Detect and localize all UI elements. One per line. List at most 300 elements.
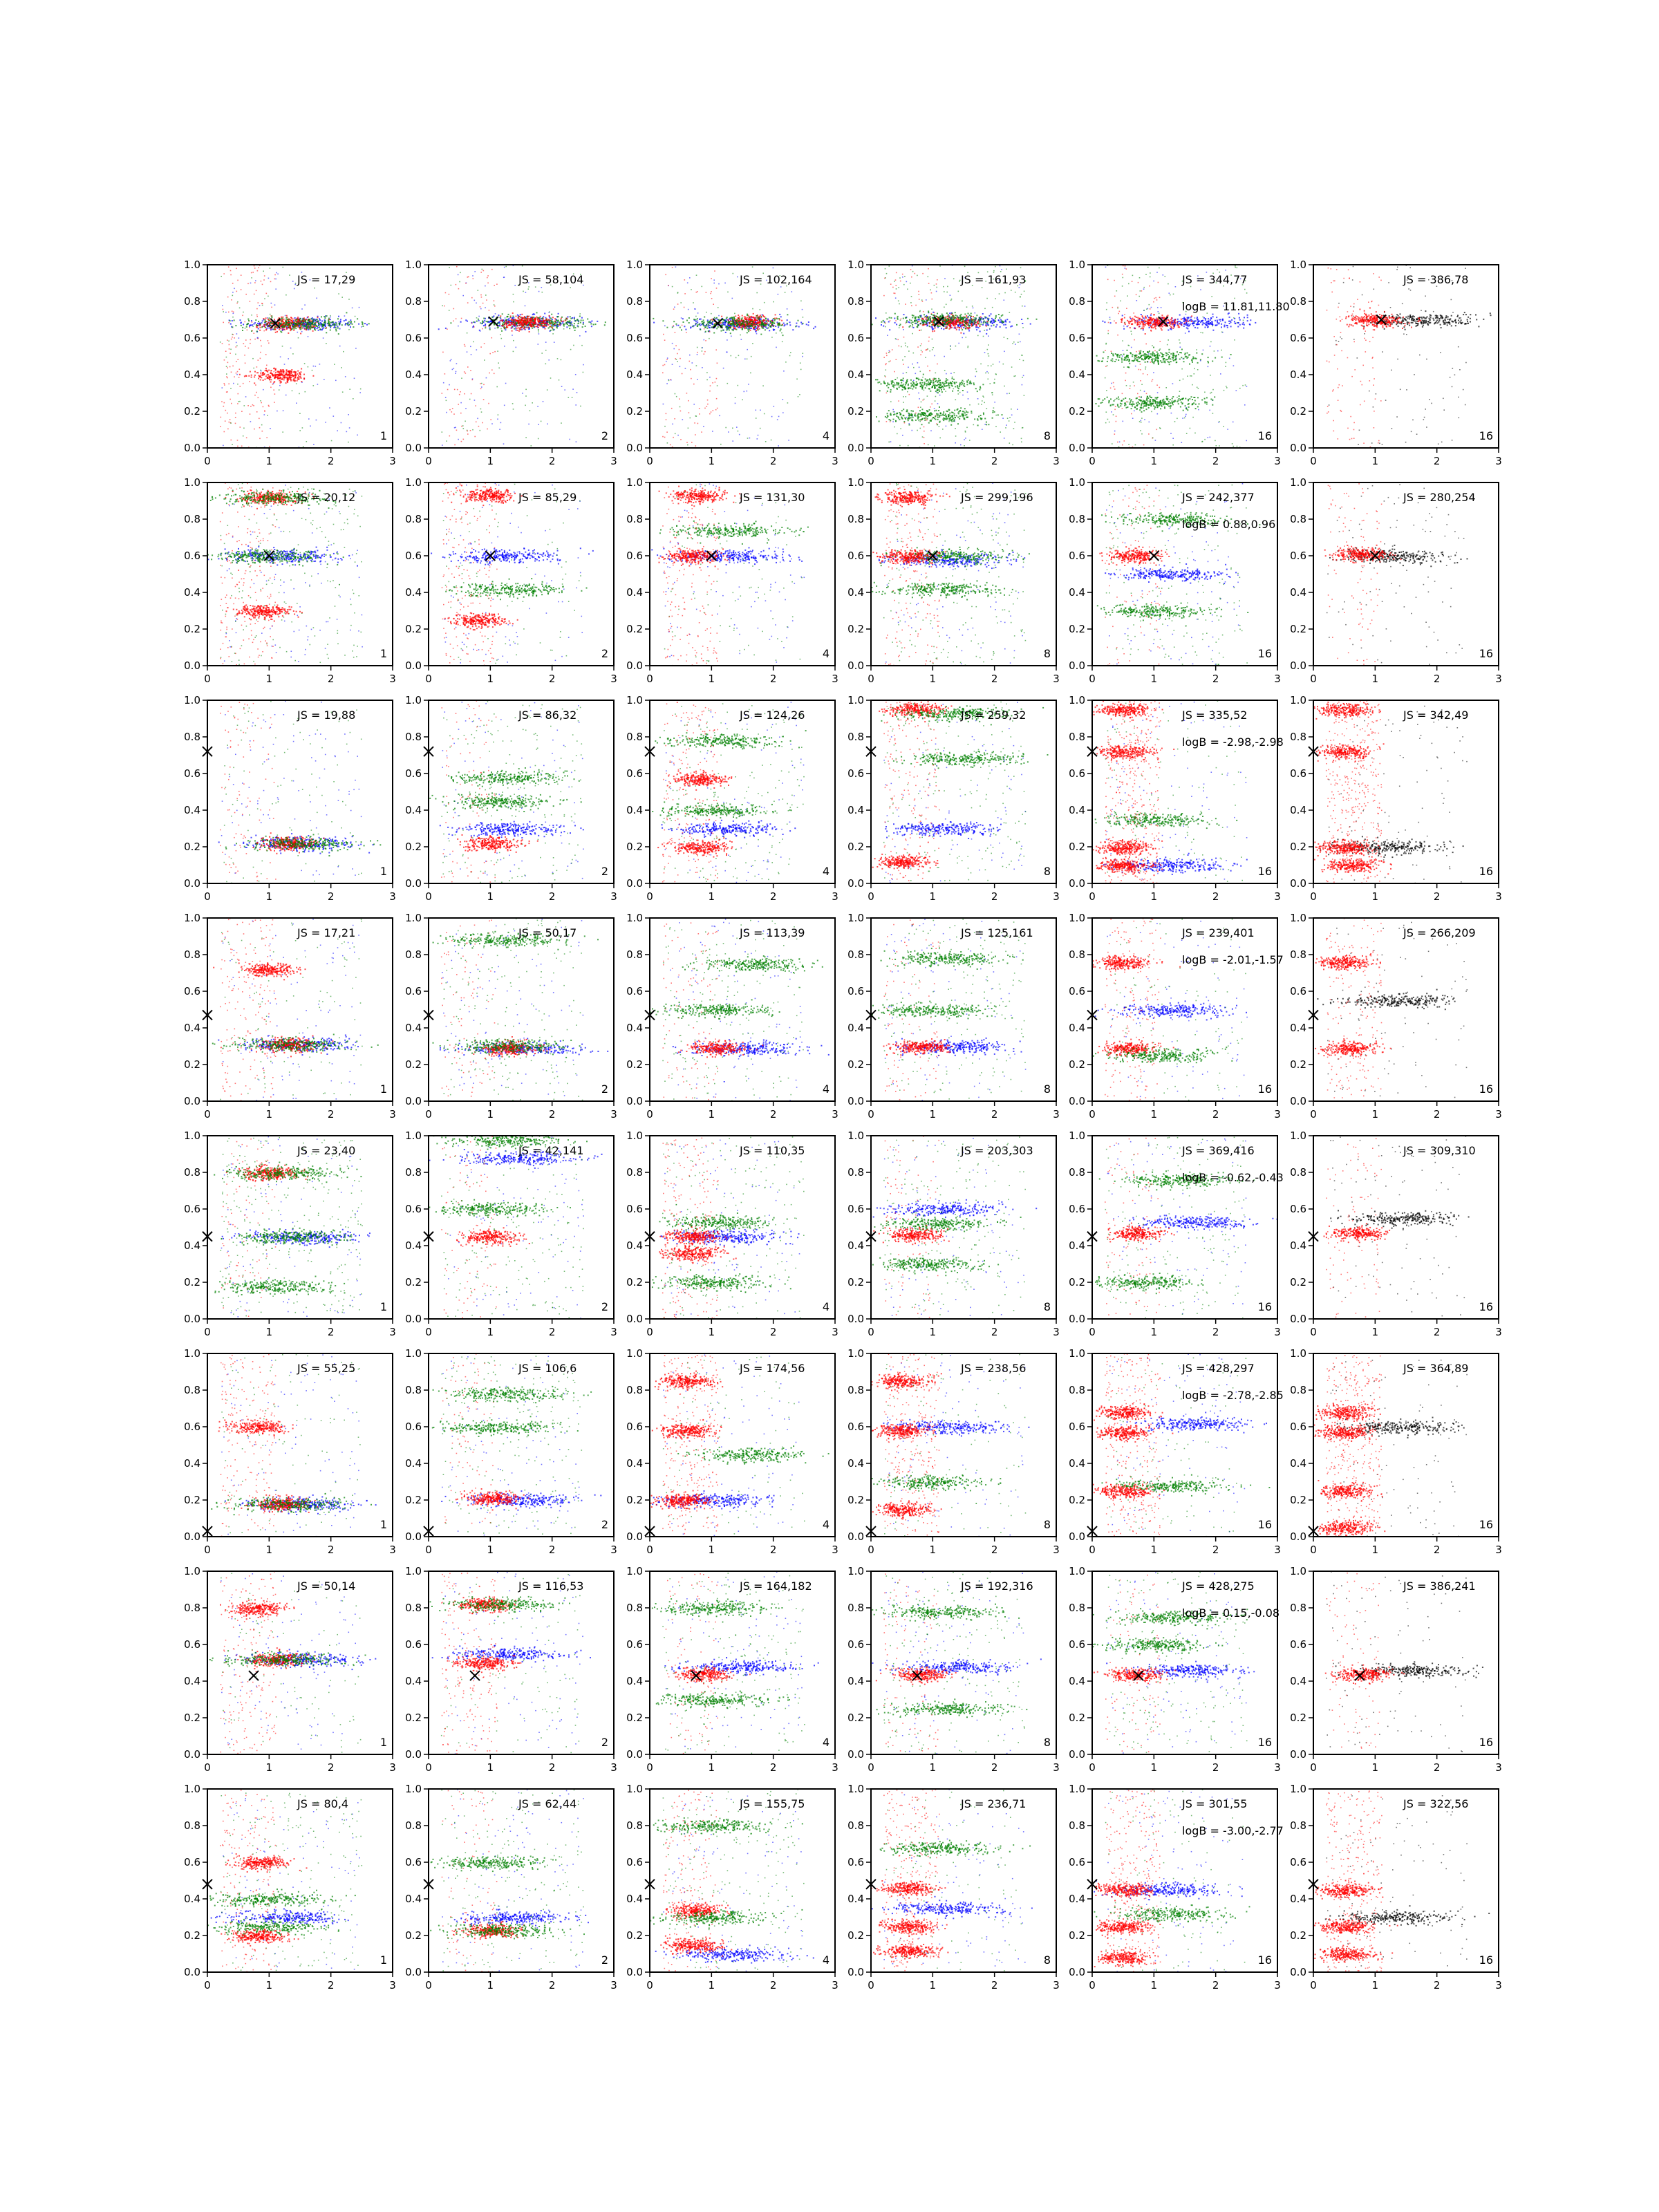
scatter-point bbox=[350, 326, 351, 328]
scatter-point bbox=[695, 308, 696, 310]
scatter-point bbox=[583, 322, 584, 324]
scatter-point bbox=[453, 321, 454, 322]
scatter-point bbox=[929, 350, 930, 352]
scatter-point bbox=[350, 319, 351, 321]
scatter-point bbox=[937, 325, 938, 326]
scatter-point bbox=[920, 317, 921, 318]
scatter-point bbox=[270, 315, 272, 317]
scatter-point bbox=[574, 327, 576, 328]
scatter-point bbox=[561, 422, 562, 424]
scatter-point bbox=[501, 338, 503, 339]
scatter-point bbox=[283, 319, 285, 320]
y-tick-label: 0.2 bbox=[626, 405, 643, 418]
scatter-point bbox=[516, 347, 517, 348]
scatter-point bbox=[455, 427, 456, 429]
scatter-point bbox=[561, 318, 562, 319]
scatter-point bbox=[676, 396, 677, 397]
scatter-point bbox=[295, 283, 297, 284]
scatter-point bbox=[1004, 386, 1005, 387]
scatter-point bbox=[244, 375, 245, 377]
scatter-point bbox=[1004, 351, 1005, 353]
scatter-point bbox=[236, 373, 237, 374]
scatter-point bbox=[761, 320, 762, 321]
cluster-red bbox=[221, 268, 315, 449]
scatter-point bbox=[946, 328, 948, 329]
scatter-point bbox=[700, 329, 701, 330]
scatter-point bbox=[221, 417, 222, 418]
scatter-point bbox=[258, 397, 259, 399]
scatter-point bbox=[707, 400, 709, 401]
scatter-point bbox=[718, 319, 720, 321]
scatter-point bbox=[662, 320, 664, 321]
scatter-point bbox=[968, 346, 969, 347]
scatter-point bbox=[742, 315, 743, 317]
scatter-point bbox=[255, 319, 256, 321]
scatter-point bbox=[937, 382, 938, 383]
scatter-point bbox=[955, 322, 957, 324]
scatter-point bbox=[447, 328, 448, 330]
scatter-point bbox=[667, 357, 668, 359]
scatter-point bbox=[546, 318, 547, 319]
scatter-point bbox=[265, 375, 267, 377]
scatter-point bbox=[524, 317, 525, 319]
scatter-point bbox=[301, 377, 302, 379]
scatter-point bbox=[244, 355, 245, 356]
scatter-point bbox=[261, 326, 263, 328]
scatter-point bbox=[299, 413, 301, 414]
y-tick-label: 1.0 bbox=[405, 259, 422, 271]
scatter-point bbox=[928, 319, 929, 320]
scatter-point bbox=[780, 286, 782, 288]
scatter-point bbox=[928, 337, 930, 338]
scatter-point bbox=[462, 295, 464, 297]
scatter-point bbox=[250, 421, 252, 422]
scatter-point bbox=[967, 347, 968, 348]
scatter-point bbox=[711, 313, 712, 315]
scatter-point bbox=[908, 367, 909, 368]
point-layer bbox=[653, 266, 844, 447]
scatter-point bbox=[771, 324, 773, 325]
scatter-point bbox=[699, 408, 700, 409]
scatter-point bbox=[939, 438, 941, 439]
scatter-point bbox=[984, 402, 985, 404]
scatter-point bbox=[569, 328, 570, 329]
scatter-point bbox=[274, 368, 275, 369]
scatter-point bbox=[476, 422, 477, 423]
scatter-point bbox=[920, 371, 921, 373]
scatter-point bbox=[912, 388, 913, 390]
scatter-point bbox=[955, 312, 956, 313]
scatter-point bbox=[268, 326, 270, 327]
scatter-point bbox=[442, 431, 443, 433]
scatter-point bbox=[453, 413, 455, 415]
scatter-point bbox=[1006, 424, 1007, 426]
scatter-point bbox=[518, 327, 520, 328]
scatter-point bbox=[318, 330, 319, 331]
scatter-point bbox=[280, 330, 281, 332]
scatter-point bbox=[913, 382, 915, 384]
scatter-point bbox=[888, 321, 890, 323]
scatter-point bbox=[731, 317, 732, 319]
scatter-point bbox=[988, 365, 989, 366]
scatter-point bbox=[697, 322, 698, 324]
scatter-point bbox=[718, 307, 719, 308]
scatter-point bbox=[697, 379, 698, 380]
scatter-point bbox=[504, 327, 505, 328]
scatter-point bbox=[518, 330, 520, 332]
scatter-point bbox=[235, 413, 236, 414]
scatter-point bbox=[889, 317, 890, 319]
scatter-point bbox=[339, 323, 341, 324]
scatter-point bbox=[282, 378, 283, 379]
scatter-point bbox=[348, 299, 350, 300]
panel-r1-c4 bbox=[847, 259, 1060, 467]
scatter-point bbox=[960, 332, 962, 334]
scatter-point bbox=[304, 363, 306, 364]
scatter-point bbox=[666, 359, 668, 360]
scatter-point bbox=[329, 323, 330, 324]
scatter-point bbox=[229, 320, 231, 321]
scatter-point bbox=[1000, 265, 1001, 267]
scatter-point bbox=[713, 279, 715, 281]
scatter-point bbox=[256, 324, 257, 326]
scatter-point bbox=[265, 354, 267, 355]
scatter-point bbox=[274, 319, 275, 320]
scatter-point bbox=[277, 274, 279, 275]
scatter-point bbox=[960, 444, 962, 446]
scatter-point bbox=[344, 315, 346, 317]
scatter-point bbox=[995, 326, 997, 328]
scatter-point bbox=[312, 323, 313, 324]
scatter-point bbox=[538, 324, 540, 325]
scatter-point bbox=[886, 318, 888, 319]
scatter-point bbox=[556, 320, 557, 321]
scatter-point bbox=[984, 321, 985, 322]
scatter-point bbox=[279, 377, 281, 379]
scatter-point bbox=[515, 328, 516, 329]
scatter-point bbox=[350, 321, 352, 322]
scatter-point bbox=[690, 369, 691, 371]
scatter-point bbox=[552, 317, 554, 318]
scatter-point bbox=[544, 313, 545, 315]
scatter-point bbox=[265, 368, 267, 369]
scatter-point bbox=[697, 318, 698, 319]
scatter-point bbox=[906, 396, 907, 397]
scatter-point bbox=[290, 324, 291, 325]
scatter-point bbox=[561, 386, 563, 387]
scatter-point bbox=[330, 330, 331, 331]
scatter-point bbox=[582, 326, 583, 328]
scatter-point bbox=[697, 324, 699, 326]
scatter-point bbox=[492, 352, 494, 353]
scatter-point bbox=[919, 330, 920, 331]
scatter-point bbox=[719, 415, 720, 417]
scatter-point bbox=[881, 321, 882, 323]
scatter-point bbox=[681, 317, 682, 319]
scatter-point bbox=[583, 324, 584, 325]
scatter-point bbox=[232, 366, 234, 367]
scatter-point bbox=[494, 328, 496, 329]
scatter-point bbox=[939, 395, 941, 396]
scatter-point bbox=[1005, 427, 1006, 429]
scatter-point bbox=[561, 359, 562, 361]
scatter-point bbox=[242, 330, 243, 331]
scatter-point bbox=[803, 323, 804, 324]
scatter-point bbox=[932, 299, 933, 300]
scatter-point bbox=[283, 375, 284, 377]
scatter-point bbox=[317, 321, 319, 323]
scatter-point bbox=[1009, 321, 1011, 323]
scatter-point bbox=[667, 442, 668, 444]
scatter-point bbox=[296, 402, 297, 404]
scatter-point bbox=[491, 269, 493, 270]
scatter-point bbox=[474, 436, 476, 438]
scatter-point bbox=[232, 320, 233, 321]
scatter-point bbox=[538, 329, 539, 330]
scatter-point bbox=[931, 314, 932, 315]
scatter-point bbox=[254, 429, 255, 430]
scatter-point bbox=[475, 405, 476, 406]
scatter-point bbox=[929, 370, 930, 371]
scatter-point bbox=[531, 326, 532, 327]
scatter-point bbox=[256, 308, 258, 310]
scatter-point bbox=[297, 377, 299, 378]
scatter-point bbox=[886, 421, 888, 422]
scatter-point bbox=[527, 318, 528, 319]
scatter-point bbox=[774, 323, 775, 324]
scatter-point bbox=[591, 326, 592, 327]
scatter-point bbox=[482, 328, 483, 330]
scatter-point bbox=[753, 324, 755, 325]
x-tick-label: 0 bbox=[646, 455, 653, 467]
scatter-point bbox=[1012, 444, 1013, 446]
scatter-point bbox=[668, 285, 669, 286]
scatter-point bbox=[302, 427, 303, 429]
scatter-point bbox=[764, 413, 765, 415]
scatter-point bbox=[740, 327, 742, 328]
scatter-point bbox=[337, 326, 339, 327]
scatter-point bbox=[230, 422, 232, 424]
scatter-point bbox=[268, 374, 269, 375]
scatter-point bbox=[986, 317, 987, 318]
scatter-point bbox=[756, 418, 757, 419]
scatter-point bbox=[512, 316, 514, 317]
scatter-point bbox=[977, 326, 978, 328]
scatter-point bbox=[227, 391, 228, 393]
scatter-point bbox=[540, 325, 541, 326]
scatter-point bbox=[518, 321, 519, 323]
scatter-point bbox=[307, 328, 308, 329]
scatter-point bbox=[501, 330, 503, 332]
scatter-point bbox=[294, 321, 295, 323]
scatter-point bbox=[940, 382, 941, 384]
scatter-point bbox=[229, 366, 231, 368]
scatter-point bbox=[527, 319, 528, 321]
scatter-point bbox=[709, 377, 711, 378]
scatter-point bbox=[514, 322, 516, 324]
scatter-point bbox=[245, 363, 246, 364]
scatter-point bbox=[728, 319, 729, 321]
scatter-point bbox=[973, 316, 974, 317]
scatter-point bbox=[245, 375, 247, 377]
scatter-point bbox=[957, 327, 959, 328]
scatter-point bbox=[663, 334, 664, 335]
scatter-point bbox=[889, 384, 890, 385]
scatter-point bbox=[280, 357, 281, 358]
scatter-point bbox=[890, 283, 892, 285]
scatter-point bbox=[1004, 299, 1005, 301]
scatter-point bbox=[274, 371, 275, 373]
scatter-point bbox=[759, 324, 760, 326]
scatter-point bbox=[318, 325, 319, 326]
scatter-point bbox=[691, 378, 692, 379]
scatter-point bbox=[732, 428, 733, 429]
scatter-point bbox=[906, 382, 908, 383]
scatter-point bbox=[474, 271, 476, 272]
scatter-point bbox=[808, 321, 809, 323]
scatter-point bbox=[732, 298, 733, 299]
scatter-point bbox=[912, 317, 913, 318]
scatter-point bbox=[288, 325, 289, 326]
scatter-point bbox=[973, 382, 975, 384]
scatter-point bbox=[763, 325, 765, 326]
scatter-point bbox=[952, 391, 953, 392]
scatter-point bbox=[473, 341, 474, 343]
scatter-point bbox=[674, 307, 675, 308]
scatter-point bbox=[711, 319, 713, 320]
scatter-point bbox=[507, 327, 508, 328]
scatter-point bbox=[965, 438, 966, 439]
scatter-point bbox=[258, 321, 259, 322]
scatter-point bbox=[250, 343, 251, 344]
scatter-point bbox=[948, 316, 949, 317]
scatter-point bbox=[550, 323, 552, 324]
scatter-point bbox=[1007, 418, 1009, 419]
scatter-point bbox=[300, 333, 301, 335]
scatter-point bbox=[265, 327, 266, 328]
scatter-point bbox=[277, 372, 279, 373]
scatter-point bbox=[702, 324, 704, 325]
scatter-point bbox=[726, 328, 727, 330]
scatter-point bbox=[338, 293, 339, 294]
scatter-point bbox=[502, 324, 503, 325]
scatter-point bbox=[662, 373, 664, 374]
scatter-point bbox=[957, 321, 958, 322]
scatter-point bbox=[899, 327, 900, 328]
scatter-point bbox=[505, 323, 506, 324]
scatter-point bbox=[507, 316, 508, 317]
scatter-point bbox=[247, 319, 249, 320]
scatter-point bbox=[275, 288, 276, 290]
scatter-point bbox=[508, 325, 509, 326]
scatter-point bbox=[449, 294, 450, 295]
scatter-point bbox=[879, 382, 880, 383]
scatter-point bbox=[888, 362, 890, 363]
scatter-point bbox=[347, 324, 348, 325]
scatter-point bbox=[693, 404, 695, 405]
scatter-point bbox=[313, 366, 315, 367]
scatter-point bbox=[664, 426, 666, 427]
scatter-point bbox=[442, 306, 443, 307]
scatter-point bbox=[908, 384, 909, 386]
scatter-point bbox=[918, 379, 919, 380]
scatter-point bbox=[251, 377, 252, 378]
scatter-point bbox=[972, 325, 973, 326]
scatter-point bbox=[774, 319, 776, 320]
scatter-point bbox=[936, 287, 937, 288]
scatter-point bbox=[1001, 315, 1002, 317]
scatter-point bbox=[758, 319, 759, 320]
scatter-point bbox=[908, 445, 909, 447]
scatter-point bbox=[504, 346, 505, 347]
scatter-point bbox=[319, 329, 321, 330]
scatter-point bbox=[924, 324, 926, 326]
scatter-point bbox=[229, 353, 231, 354]
scatter-point bbox=[460, 413, 462, 414]
scatter-point bbox=[516, 321, 518, 322]
scatter-point bbox=[560, 319, 561, 321]
scatter-point bbox=[919, 367, 920, 368]
scatter-point bbox=[676, 325, 677, 326]
scatter-point bbox=[364, 323, 366, 324]
scatter-point bbox=[886, 393, 888, 394]
scatter-point bbox=[483, 318, 485, 319]
scatter-point bbox=[570, 316, 571, 317]
scatter-point bbox=[697, 347, 698, 348]
scatter-point bbox=[263, 324, 265, 326]
scatter-point bbox=[590, 321, 591, 323]
scatter-point bbox=[323, 325, 324, 326]
scatter-point bbox=[232, 444, 233, 445]
scatter-point bbox=[259, 427, 261, 429]
scatter-point bbox=[757, 438, 758, 440]
scatter-point bbox=[452, 369, 453, 371]
scatter-point bbox=[912, 321, 914, 323]
scatter-point bbox=[968, 326, 970, 328]
scatter-point bbox=[675, 393, 676, 395]
scatter-point bbox=[313, 444, 315, 445]
scatter-point bbox=[907, 379, 908, 380]
scatter-point bbox=[462, 425, 464, 427]
scatter-point bbox=[467, 431, 468, 432]
scatter-point bbox=[310, 426, 311, 427]
scatter-point bbox=[919, 299, 920, 300]
scatter-point bbox=[744, 324, 745, 326]
scatter-point bbox=[285, 374, 286, 375]
scatter-point bbox=[605, 321, 606, 323]
scatter-point bbox=[758, 435, 759, 436]
scatter-point bbox=[494, 351, 496, 353]
scatter-point bbox=[886, 355, 888, 357]
scatter-point bbox=[227, 377, 228, 379]
scatter-point bbox=[297, 326, 299, 328]
scatter-point bbox=[734, 328, 735, 329]
scatter-point bbox=[714, 317, 715, 319]
scatter-point bbox=[1001, 269, 1002, 270]
scatter-point bbox=[760, 309, 761, 310]
scatter-point bbox=[313, 385, 315, 386]
scatter-point bbox=[227, 413, 228, 414]
scatter-point bbox=[904, 276, 906, 277]
scatter-point bbox=[964, 314, 966, 315]
scatter-point bbox=[547, 389, 548, 391]
scatter-point bbox=[260, 370, 261, 371]
scatter-point bbox=[717, 319, 718, 320]
scatter-point bbox=[725, 322, 727, 324]
scatter-point bbox=[926, 384, 928, 385]
scatter-point bbox=[290, 319, 292, 321]
scatter-point bbox=[955, 326, 956, 328]
